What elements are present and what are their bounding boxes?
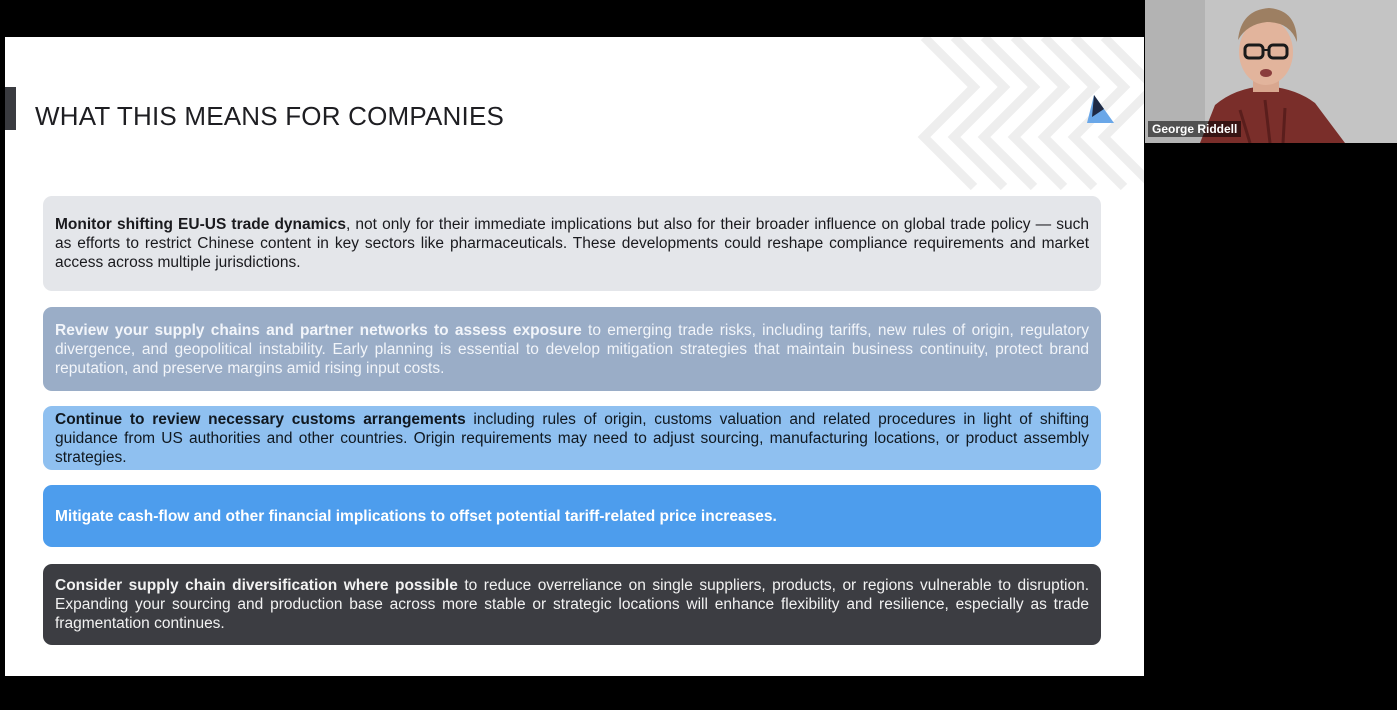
participant-video-tile[interactable] [1145,0,1397,143]
presentation-slide [5,37,1144,676]
triangle-logo-icon [1082,95,1114,125]
recommendation-box-2 [43,307,1101,391]
recommendation-1-text: , not only for their immediate implications but also for their broader influence on global trade policy — such as efforts to restrict Chinese content in key sectors like pharmaceuticals. These developments could reshape compliance requirements and market access across multiple jurisdictions. [55,216,1090,271]
recommendation-box-1 [43,196,1101,291]
recommendation-1-bold: Monitor shifting EU-US trade dynamics [55,216,346,233]
recommendation-5-bold: Consider supply chain diversification where possible [55,577,458,594]
recommendation-4-bold: Mitigate cash-flow and other financial implications to offset potential tariff-related price increases. [55,507,777,525]
participant-name-label: George Riddell [1148,121,1241,137]
recommendation-box-3 [43,406,1101,470]
recommendation-box-5 [43,564,1101,645]
recommendation-5-text: to reduce overreliance on single suppliers, products, or regions vulnerable to disruption. Expanding your sourcing and production base across more stable or strategic locations will enhance flexibility and resilience, especially as trade fragmentation continues. [55,577,1090,632]
recommendation-3-text: including rules of origin, customs valuation and related procedures in light of shifting guidance from US authorities and other countries. Origin requirements may need to adjust sourcing, manufacturing locations, or product assembly strategies. [55,410,1090,466]
recommendation-2-bold: Review your supply chains and partner networks to assess exposure [55,321,582,339]
slide-title: WHAT THIS MEANS FOR COMPANIES [35,101,505,131]
recommendation-3-bold: Continue to review necessary customs arrangements [55,410,466,428]
recommendation-box-4 [43,485,1101,547]
title-accent-bar [5,87,16,130]
recommendation-2-text: to emerging trade risks, including tariffs, new rules of origin, regulatory divergence, and geopolitical instability. Early planning is essential to develop mitigation strategies that maintain business continuity, protect brand reputation, and preserve margins amid rising input costs. [55,321,1090,377]
